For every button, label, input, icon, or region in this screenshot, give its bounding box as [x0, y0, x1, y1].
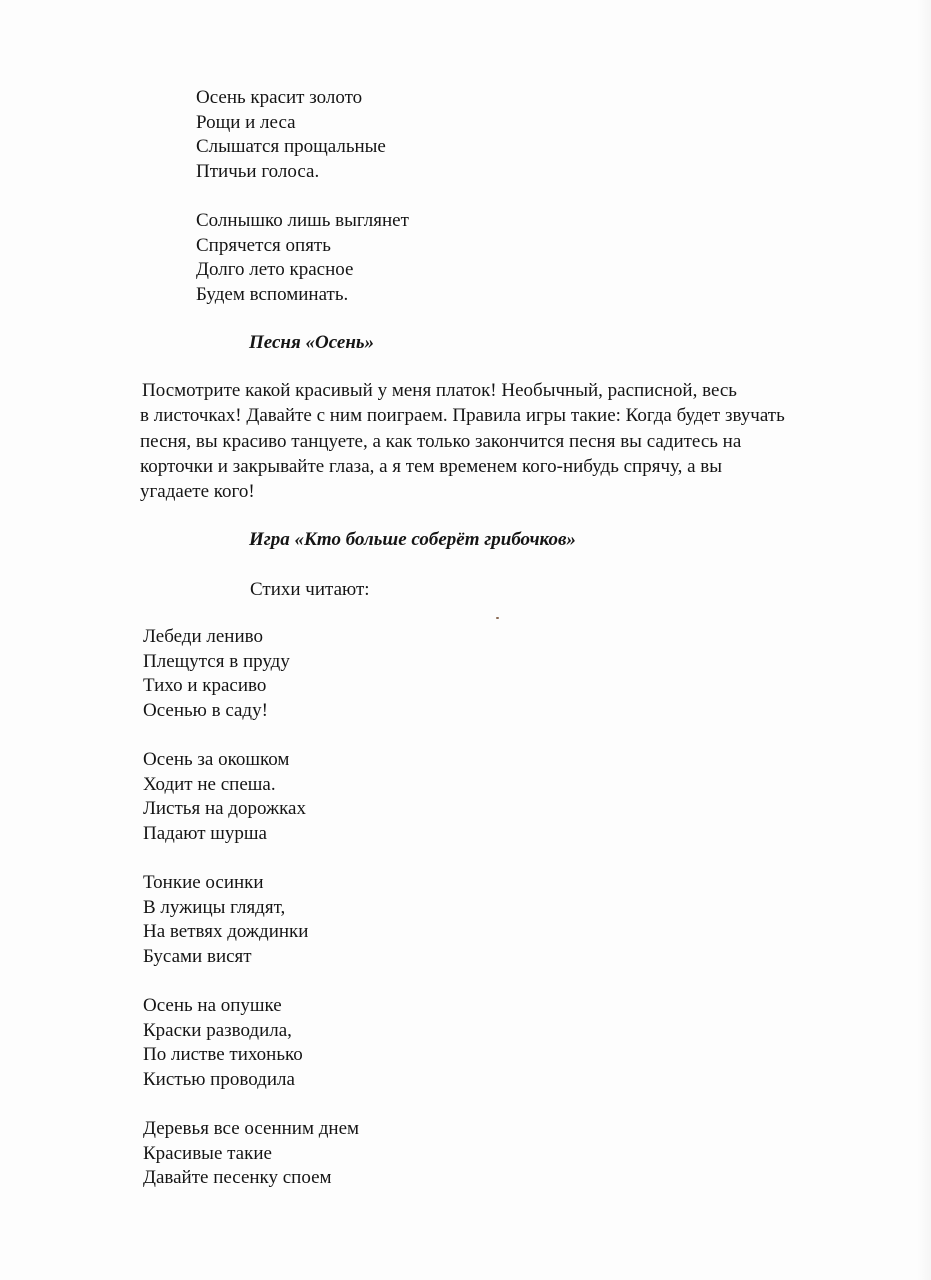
poem-line: Деревья все осенним днем: [143, 1118, 360, 1139]
poem-stanza-3: [143, 625, 290, 723]
poem-line: Краски разводила,: [143, 1019, 292, 1041]
paragraph-line: в листочках! Давайте с ним поиграем. Правила игры такие: Когда будет звучать: [140, 405, 785, 427]
paragraph-line: корточки и закрывайте глаза, а я тем временем кого-нибудь спрячу, а вы: [140, 455, 723, 477]
poem-line: Падают шурша: [143, 822, 267, 844]
poem-line: Будем вспоминать.: [196, 283, 349, 305]
poem-line: Тонкие осинки: [143, 872, 264, 893]
poem-line: Птичьи голоса.: [196, 160, 320, 182]
paragraph-line: Посмотрите какой красивый у меня платок! Необычный, расписной, весь: [142, 380, 737, 401]
game-heading: Игра «Кто больше соберёт грибочков»: [249, 529, 576, 550]
scan-speck: [496, 617, 499, 619]
paragraph-line: песня, вы красиво танцуете, а как только закончится песня вы садитесь на: [140, 430, 742, 452]
poem-stanza-1: [196, 86, 386, 184]
poem-stanza-4: [143, 748, 306, 846]
poem-line: Слышатся прощальные: [196, 136, 386, 158]
poem-line: На ветвях дождинки: [143, 921, 309, 943]
poem-line: Осень красит золото: [196, 87, 363, 108]
poem-line: Солнышко лишь выглянет: [196, 210, 409, 231]
poem-line: Осенью в саду!: [143, 699, 268, 721]
poem-line: Спрячется опять: [196, 234, 331, 256]
poem-line: Осень за окошком: [143, 749, 290, 770]
poem-line: Кистью проводила: [143, 1068, 295, 1090]
poem-line: Листья на дорожках: [143, 798, 306, 820]
poem-stanza-2: [196, 209, 409, 307]
poem-line: Долго лето красное: [196, 259, 354, 281]
poem-line: Красивые такие: [143, 1142, 272, 1164]
poems-label: Стихи читают:: [250, 579, 370, 600]
scan-edge-shadow: [917, 0, 931, 1280]
poem-line: Ходит не спеша.: [143, 773, 276, 795]
poem-line: Рощи и леса: [196, 111, 296, 133]
poem-line: Бусами висят: [143, 945, 252, 967]
poem-line: Лебеди лениво: [143, 626, 263, 647]
poem-line: В лужицы глядят,: [143, 896, 286, 918]
poem-stanza-6: [143, 994, 303, 1092]
poem-stanza-7: [143, 1117, 359, 1191]
poem-line: Плещутся в пруду: [143, 650, 290, 672]
game-rules-paragraph: [142, 378, 842, 504]
poem-stanza-5: [143, 871, 308, 969]
poem-line: По листве тихонько: [143, 1044, 303, 1066]
song-heading: Песня «Осень»: [249, 332, 375, 353]
poem-line: Давайте песенку споем: [143, 1167, 332, 1189]
paragraph-line: угадаете кого!: [140, 481, 255, 503]
poem-line: Тихо и красиво: [143, 675, 267, 697]
poem-line: Осень на опушке: [143, 995, 282, 1016]
